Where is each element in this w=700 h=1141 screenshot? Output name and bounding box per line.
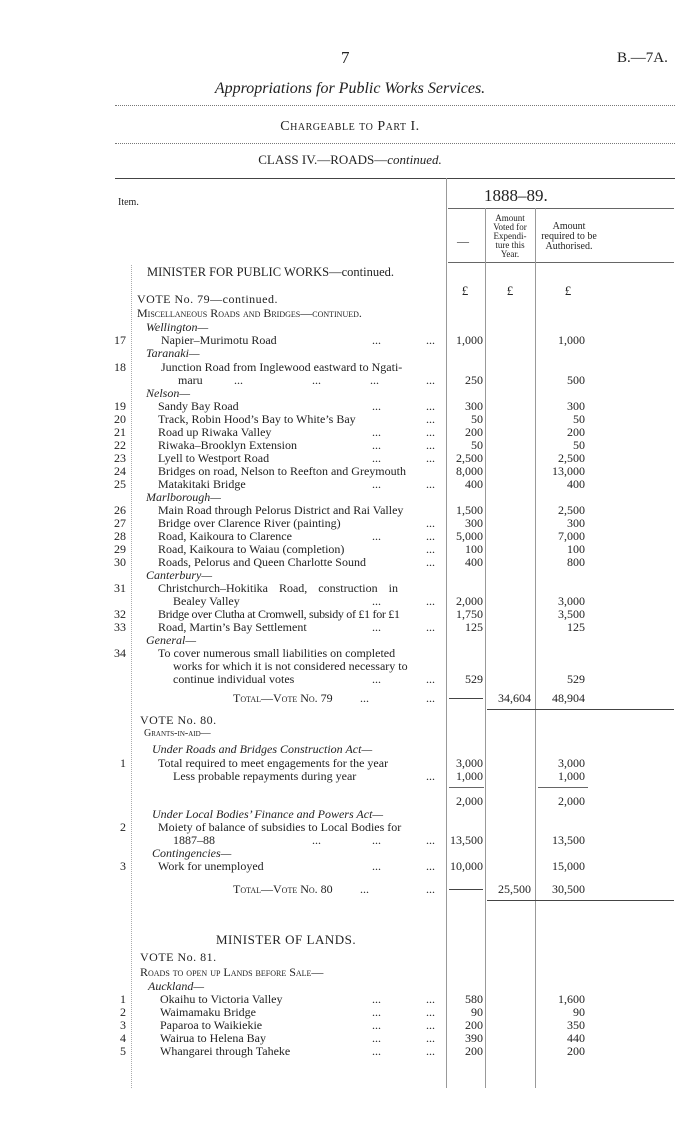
amount-voted: 10,000 <box>450 859 483 873</box>
amount-required: 90 <box>573 1005 585 1019</box>
amount-voted: 300 <box>465 516 483 530</box>
roads-bridges-act: Under Roads and Bridges Construction Act— <box>152 742 373 756</box>
item-text: Total required to meet engagements for the year <box>158 756 389 770</box>
total-79-label: Total—Vote No. 79 <box>233 691 333 705</box>
item-text: Bridge over Clutha at Cromwell, subsidy of £1 for £1 <box>158 607 400 621</box>
dash-column-header: — <box>457 234 469 248</box>
leader-dots: ... <box>426 1018 435 1032</box>
amount-required: 300 <box>567 399 585 413</box>
amount-required: 125 <box>567 620 585 634</box>
total-80-required: 30,500 <box>552 882 585 896</box>
amount-required: 1,600 <box>558 992 585 1006</box>
vote-81-heading: VOTE No. 81. <box>140 950 217 964</box>
amount-required: 350 <box>567 1018 585 1032</box>
leader-dots: ... <box>426 399 435 413</box>
title-divider <box>115 105 675 106</box>
leader-dots: ... <box>426 425 435 439</box>
leader-dots: ... <box>426 438 435 452</box>
amount-voted: 529 <box>465 672 483 686</box>
leader-dots: ... <box>372 1018 381 1032</box>
item-text-cont: Bealey Valley <box>173 594 240 608</box>
leader-dots: ... <box>372 1044 381 1058</box>
item-number: 5 <box>120 1044 126 1058</box>
amount-voted: 5,000 <box>456 529 483 543</box>
amount-voted: 580 <box>465 992 483 1006</box>
class-heading <box>0 152 700 168</box>
table-top-rule <box>115 178 675 179</box>
leader-dots: ... <box>426 833 435 847</box>
item-number: 32 <box>114 607 126 621</box>
district-taranaki: Taranaki— <box>146 346 200 360</box>
amount-voted: 1,000 <box>456 333 483 347</box>
leader-dots: ... <box>372 1005 381 1019</box>
total-79-rule <box>487 709 674 710</box>
leader-dots: ... <box>372 1031 381 1045</box>
amount-required: 440 <box>567 1031 585 1045</box>
amount-required: 200 <box>567 1044 585 1058</box>
item-column-header: Item. <box>118 197 139 208</box>
leader-dots: ... <box>312 833 321 847</box>
amount-required: 7,000 <box>558 529 585 543</box>
voted-column-header <box>486 214 534 259</box>
required-column-header <box>538 222 600 252</box>
amount-required: 15,000 <box>552 859 585 873</box>
amount-required: 3,000 <box>558 756 585 770</box>
leader-dots: ... <box>372 438 381 452</box>
total-79-required: 48,904 <box>552 691 585 705</box>
item-text: Lyell to Westport Road <box>158 451 270 465</box>
item-text-cont: continue individual votes <box>173 672 295 686</box>
leader-dots: ... <box>426 594 435 608</box>
amount-voted: 100 <box>465 542 483 556</box>
item-column-rule <box>131 265 132 1088</box>
amount-voted: 50 <box>471 412 483 426</box>
voted-header-text: Amount Voted for Expendi- ture this Year. <box>493 213 527 259</box>
leader-dots: ... <box>426 769 435 783</box>
total-80-label: Total—Vote No. 80 <box>233 882 333 896</box>
item-number: 4 <box>120 1031 126 1045</box>
vote-79-subheading: Miscellaneous Roads and Bridges—continued. <box>137 306 362 320</box>
amount-voted: 200 <box>465 1044 483 1058</box>
district-wellington: Wellington— <box>146 320 209 334</box>
leader-dots: ... <box>426 412 435 426</box>
total-80-dash <box>449 889 483 890</box>
leader-dots: ... <box>426 620 435 634</box>
class-heading-cont: continued. <box>387 152 442 167</box>
item-text-cont: 1887–88 <box>173 833 215 847</box>
leader-dots: ... <box>426 1005 435 1019</box>
total-80-voted: 25,500 <box>498 882 531 896</box>
amount-voted: 300 <box>465 399 483 413</box>
amount-required: 3,000 <box>558 594 585 608</box>
leader-dots: ... <box>372 399 381 413</box>
amount-required: 800 <box>567 555 585 569</box>
item-text-cont: works for which it is not considered necessary to <box>173 659 408 673</box>
class-heading-main: CLASS IV.—ROADS— <box>258 152 388 167</box>
item-text: Bridge over Clarence River (painting) <box>158 516 341 530</box>
leader-dots: ... <box>372 594 381 608</box>
leader-dots: ... <box>372 833 381 847</box>
leader-dots: ... <box>426 542 435 556</box>
item-number: 3 <box>120 1018 126 1032</box>
amount-voted: 1,500 <box>456 503 483 517</box>
item-text: Waimamaku Bridge <box>160 1005 257 1019</box>
amount-required: 2,500 <box>558 503 585 517</box>
district-marlborough: Marlborough— <box>146 490 221 504</box>
leader-dots: ... <box>426 373 435 387</box>
amount-voted: 1,000 <box>456 769 483 783</box>
item-number: 22 <box>114 438 126 452</box>
item-text: Sandy Bay Road <box>158 399 239 413</box>
page-title: Appropriations for Public Works Services. <box>214 80 486 97</box>
item-number: 17 <box>114 333 126 347</box>
item-number: 1 <box>120 756 126 770</box>
item-text: Road, Kaikoura to Waiau (completion) <box>158 542 345 556</box>
vote-80-subheading: Grants-in-aid— <box>144 728 211 739</box>
minister-lands-heading: MINISTER OF LANDS. <box>216 932 357 947</box>
amount-voted: 200 <box>465 425 483 439</box>
item-number: 18 <box>114 360 126 374</box>
leader-dots: ... <box>372 425 381 439</box>
contingencies-heading: Contingencies— <box>152 846 232 860</box>
amount-required: 2,500 <box>558 451 585 465</box>
item-text: Christchurch–Hokitika Road, construction in <box>158 581 398 595</box>
item-text: Riwaka–Brooklyn Extension <box>158 438 297 452</box>
district-auckland: Auckland— <box>148 979 204 993</box>
amount-required: 100 <box>567 542 585 556</box>
leader-dots: ... <box>372 992 381 1006</box>
item-text: Roads, Pelorus and Queen Charlotte Sound <box>158 555 366 569</box>
item-number: 31 <box>114 581 126 595</box>
header-bottom-rule <box>448 262 674 263</box>
required-header-text: Amount required to be Authorised. <box>541 221 597 252</box>
leader-dots: ... <box>426 451 435 465</box>
leader-dots: ... <box>426 477 435 491</box>
local-bodies-act: Under Local Bodies’ Finance and Powers Act— <box>152 807 384 821</box>
amount-required: 500 <box>567 373 585 387</box>
item-number: 29 <box>114 542 126 556</box>
item-number: 2 <box>120 1005 126 1019</box>
amount-voted: 250 <box>465 373 483 387</box>
item-text: Work for unemployed <box>158 859 264 873</box>
column-rule-2 <box>485 208 486 1088</box>
amount-required: 13,000 <box>552 464 585 478</box>
pound-sign-1: £ <box>461 283 469 298</box>
item-text: Less probable repayments during year <box>173 769 357 783</box>
leader-dots: ... <box>426 529 435 543</box>
page-number: 7 <box>341 48 350 67</box>
subtotal-80-rule <box>449 787 484 788</box>
pound-sign-3: £ <box>564 283 572 298</box>
vote-80-heading: VOTE No. 80. <box>140 713 217 727</box>
total-79-dash <box>449 698 483 699</box>
item-number: 34 <box>114 646 126 660</box>
item-number: 28 <box>114 529 126 543</box>
item-number: 27 <box>114 516 126 530</box>
leader-dots: ... <box>372 477 381 491</box>
leader-dots: ... <box>234 373 243 387</box>
item-text: Okaihu to Victoria Valley <box>160 992 283 1006</box>
general-heading: General— <box>146 633 196 647</box>
item-number: 26 <box>114 503 126 517</box>
amount-voted: 400 <box>465 555 483 569</box>
district-nelson: Nelson— <box>146 386 191 400</box>
amount-voted: 2,000 <box>456 594 483 608</box>
item-number: 21 <box>114 425 126 439</box>
item-text: Whangarei through Taheke <box>160 1044 291 1058</box>
amount-required: 300 <box>567 516 585 530</box>
part-divider <box>115 143 675 144</box>
item-text: To cover numerous small liabilities on completed <box>158 646 396 660</box>
amount-required: 50 <box>573 438 585 452</box>
amount-required: 529 <box>567 672 585 686</box>
year-header: 1888–89. <box>484 186 548 205</box>
item-number: 24 <box>114 464 126 478</box>
leader-dots: ... <box>426 1044 435 1058</box>
amount-voted: 3,000 <box>456 756 483 770</box>
item-text: Bridges on road, Nelson to Reefton and Greymouth <box>158 464 406 478</box>
item-number: 1 <box>120 992 126 1006</box>
leader-dots: ... <box>426 859 435 873</box>
item-text-cont: maru <box>178 373 203 387</box>
leader-dots: ... <box>426 1031 435 1045</box>
item-text: Main Road through Pelorus District and Rai Valley <box>158 503 404 517</box>
subtotal-80-rule-req <box>538 787 588 788</box>
item-text: Wairua to Helena Bay <box>160 1031 266 1045</box>
item-number: 25 <box>114 477 126 491</box>
leader-dots: ... <box>372 672 381 686</box>
amount-voted: 125 <box>465 620 483 634</box>
subtotal-80-voted: 2,000 <box>456 794 483 808</box>
item-number: 30 <box>114 555 126 569</box>
amount-voted: 200 <box>465 1018 483 1032</box>
leader-dots: ... <box>360 882 369 896</box>
item-number: 19 <box>114 399 126 413</box>
amount-required: 13,500 <box>552 833 585 847</box>
amount-voted: 1,750 <box>456 607 483 621</box>
leader-dots: ... <box>372 859 381 873</box>
amount-required: 400 <box>567 477 585 491</box>
leader-dots: ... <box>426 333 435 347</box>
subtotal-80-required: 2,000 <box>558 794 585 808</box>
leader-dots: ... <box>370 373 379 387</box>
vote-81-subheading: Roads to open up Lands before Sale— <box>140 965 324 979</box>
leader-dots: ... <box>426 992 435 1006</box>
leader-dots: ... <box>426 691 435 705</box>
total-80-rule <box>487 900 674 901</box>
amount-voted: 2,500 <box>456 451 483 465</box>
item-number: 33 <box>114 620 126 634</box>
item-number: 2 <box>120 820 126 834</box>
leader-dots: ... <box>372 451 381 465</box>
amount-voted: 390 <box>465 1031 483 1045</box>
amount-required: 50 <box>573 412 585 426</box>
leader-dots: ... <box>372 529 381 543</box>
item-text: Road, Martin’s Bay Settlement <box>158 620 307 634</box>
leader-dots: ... <box>372 333 381 347</box>
item-text: Moiety of balance of subsidies to Local Bodies for <box>158 820 402 834</box>
vote-79-heading: VOTE No. 79—continued. <box>137 292 278 306</box>
leader-dots: ... <box>360 691 369 705</box>
leader-dots: ... <box>372 620 381 634</box>
amount-required: 200 <box>567 425 585 439</box>
amount-required: 3,500 <box>558 607 585 621</box>
amount-voted: 90 <box>471 1005 483 1019</box>
leader-dots: ... <box>426 516 435 530</box>
item-text: Matakitaki Bridge <box>158 477 246 491</box>
total-79-voted: 34,604 <box>498 691 531 705</box>
leader-dots: ... <box>312 373 321 387</box>
leader-dots: ... <box>426 555 435 569</box>
year-underline <box>448 208 674 209</box>
item-text: Track, Robin Hood’s Bay to White’s Bay <box>158 412 356 426</box>
item-text: Paparoa to Waikiekie <box>160 1018 263 1032</box>
minister-heading: MINISTER FOR PUBLIC WORKS—continued. <box>147 265 395 279</box>
item-text: Road, Kaikoura to Clarence <box>158 529 292 543</box>
item-number: 20 <box>114 412 126 426</box>
amount-required: 1,000 <box>558 769 585 783</box>
amount-voted: 8,000 <box>456 464 483 478</box>
item-number: 23 <box>114 451 126 465</box>
leader-dots: ... <box>426 882 435 896</box>
leader-dots: ... <box>426 672 435 686</box>
item-text: Road up Riwaka Valley <box>158 425 272 439</box>
item-number: 3 <box>120 859 126 873</box>
doc-reference: B.—7A. <box>617 50 668 66</box>
part-heading: Chargeable to Part I. <box>280 119 420 134</box>
pound-sign-2: £ <box>506 283 514 298</box>
amount-voted: 50 <box>471 438 483 452</box>
amount-voted: 13,500 <box>450 833 483 847</box>
district-canterbury: Canterbury— <box>146 568 212 582</box>
item-text: Junction Road from Inglewood eastward to Ngati- <box>161 360 403 374</box>
amount-required: 1,000 <box>558 333 585 347</box>
item-text: Napier–Murimotu Road <box>161 333 277 347</box>
amount-voted: 400 <box>465 477 483 491</box>
